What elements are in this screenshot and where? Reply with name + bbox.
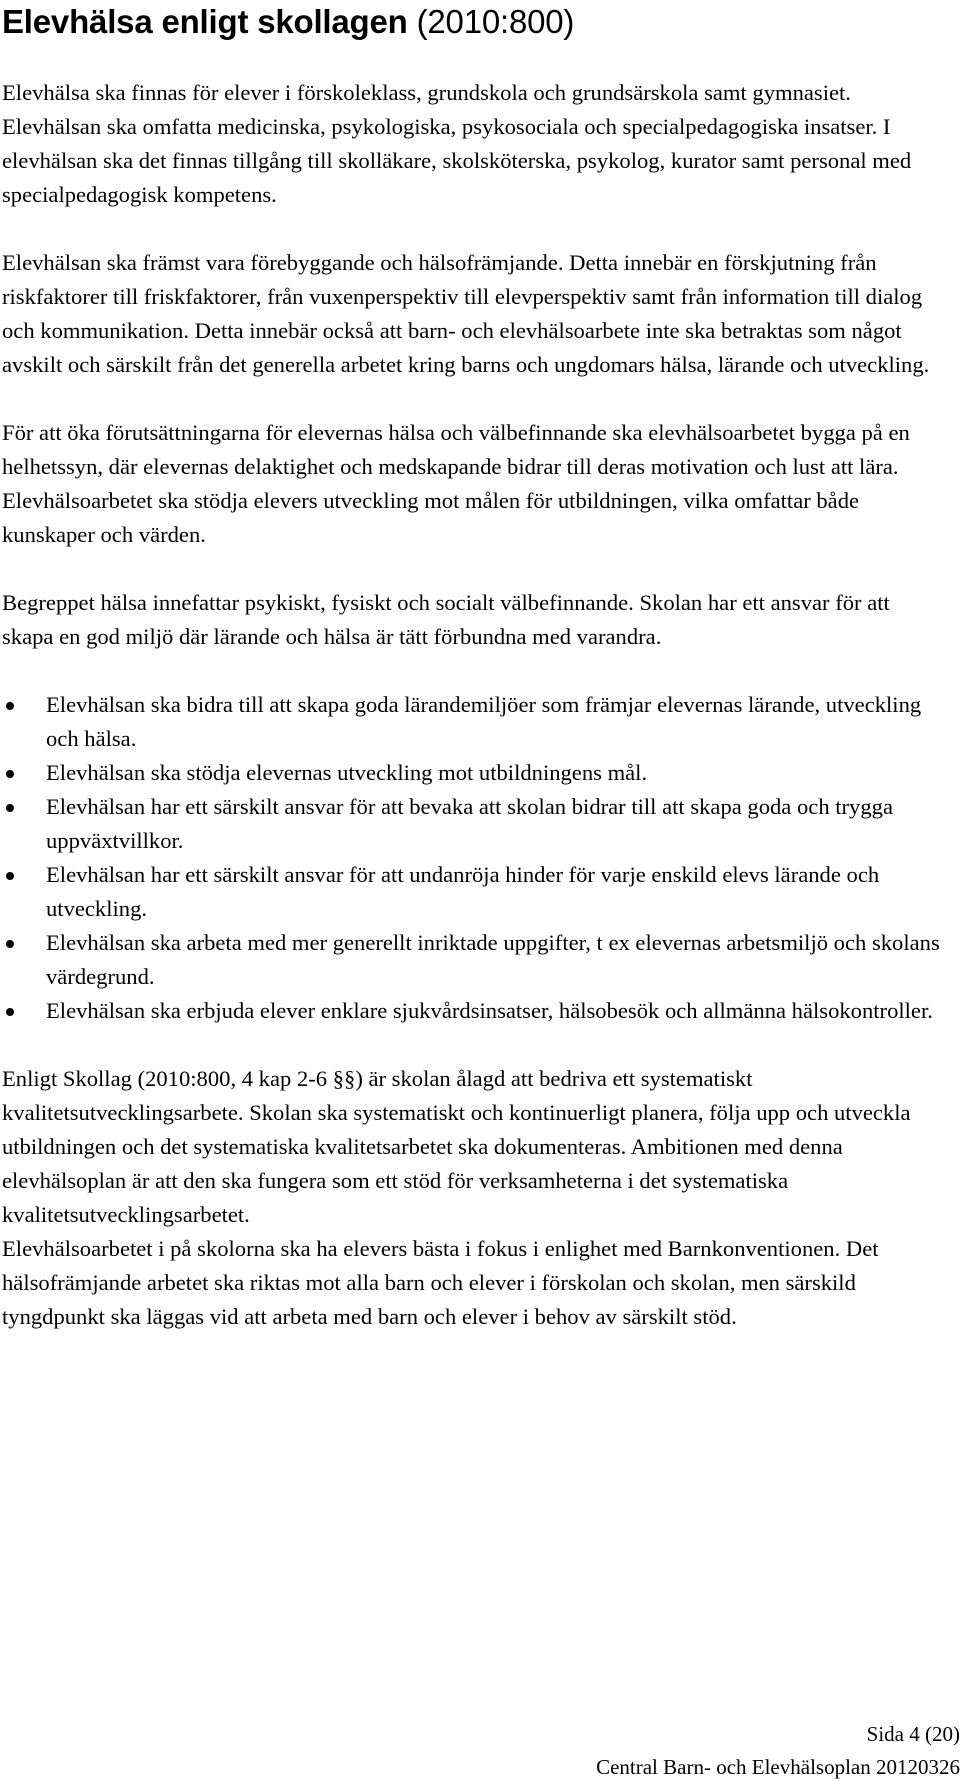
paragraph-health-concept: Begreppet hälsa innefattar psykiskt, fysiskt och socialt välbefinnande. Skolan har ett ansvar för att skapa en god miljö där lärande och hälsa är tätt förbundna med varandra. (2, 590, 890, 649)
list-item (2, 756, 942, 790)
list-item (2, 858, 942, 926)
page-number: Sida 4 (20) (866, 1722, 960, 1746)
list-item (2, 994, 942, 1028)
paragraph-preventive-focus: Elevhälsan ska främst vara förebyggande och hälsofrämjande. Detta innebär en förskjutning från riskfaktorer till friskfaktorer, från vuxenperspektiv till elevperspektiv samt från information till dialog och kommunikation. Detta innebär också att barn- och elevhälsoarbete inte ska betraktas som något avskilt och särskilt från det generella arbetet kring barns och ungdomars hälsa, lärande och utveckling. (2, 250, 930, 377)
paragraph-holistic-view: För att öka förutsättningarna för elevernas hälsa och välbefinnande ska elevhälsoarbetet bygga på en helhetssyn, där elevernas delaktighet och medskapande bidrar till deras motivation och lust att lära. (2, 420, 910, 479)
page-footer (596, 1718, 960, 1784)
bullet-list-elevhalsa-duties (2, 688, 942, 1028)
bullet-icon (6, 1008, 14, 1016)
page-title (2, 0, 942, 42)
list-item-text: Elevhälsan har ett särskilt ansvar för att undanröja hinder för varje enskild elevs lärande och utveckling. (46, 862, 880, 921)
paragraph-elevhalsa-scope: Elevhälsa ska finnas för elever i förskoleklass, grundskola och grundsärskola samt gymnasiet. Elevhälsan ska omfatta medicinska, psykologiska, psykosociala och specialpedagogiska insatser. I elevhälsan ska det finnas tillgång till skolläkare, skolsköterska, psykolog, kurator samt personal med specialpedagogisk kompetens. (2, 80, 912, 207)
list-item (2, 790, 942, 858)
title-main: Elevhälsa enligt skollagen (2, 3, 408, 40)
document-page (2, 0, 942, 1334)
bullet-icon (6, 770, 14, 778)
bullet-icon (6, 872, 14, 880)
paragraph-barnkonventionen: Elevhälsoarbetet i på skolorna ska ha elevers bästa i fokus i enlighet med Barnkonventionen. Det hälsofrämjande arbetet ska riktas mot alla barn och elever i förskolan och skolan, men särskild tyngdpunkt ska läggas vid att arbeta med barn och elever i behov av särskilt stöd. (2, 1236, 879, 1329)
list-item (2, 926, 942, 994)
document-name: Central Barn- och Elevhälsoplan 20120326 (596, 1755, 960, 1779)
bullet-icon (6, 940, 14, 948)
title-law-reference: (2010:800) (407, 3, 575, 40)
paragraph-learning-goals: Elevhälsoarbetet ska stödja elevers utveckling mot målen för utbildningen, vilka omfattar både kunskaper och värden. (2, 488, 860, 547)
list-item-text: Elevhälsan ska arbeta med mer generellt inriktade uppgifter, t ex elevernas arbetsmiljö och skolans värdegrund. (46, 930, 940, 989)
bullet-icon (6, 804, 14, 812)
list-item (2, 688, 942, 756)
paragraph-skollag-quality-work: Enligt Skollag (2010:800, 4 kap 2-6 §§) är skolan ålagd att bedriva ett systematiskt kvalitetsutvecklingsarbete. Skolan ska systematiskt och kontinuerligt planera, följa upp och utveckla utbildningen och det systematiska kvalitetsarbetet ska dokumenteras. Ambitionen med denna elevhälsoplan är att den ska fungera som ett stöd för verksamheterna i det systematiska kvalitetsutvecklingsarbetet. (2, 1066, 911, 1227)
bullet-icon (6, 702, 14, 710)
list-item-text: Elevhälsan ska erbjuda elever enklare sjukvårdsinsatser, hälsobesök och allmänna hälsokontroller. (46, 998, 933, 1023)
list-item-text: Elevhälsan har ett särskilt ansvar för att bevaka att skolan bidrar till att skapa goda och trygga uppväxtvillkor. (46, 794, 893, 853)
list-item-text: Elevhälsan ska bidra till att skapa goda lärandemiljöer som främjar elevernas lärande, utveckling och hälsa. (46, 692, 922, 751)
list-item-text: Elevhälsan ska stödja elevernas utveckling mot utbildningens mål. (46, 760, 648, 785)
